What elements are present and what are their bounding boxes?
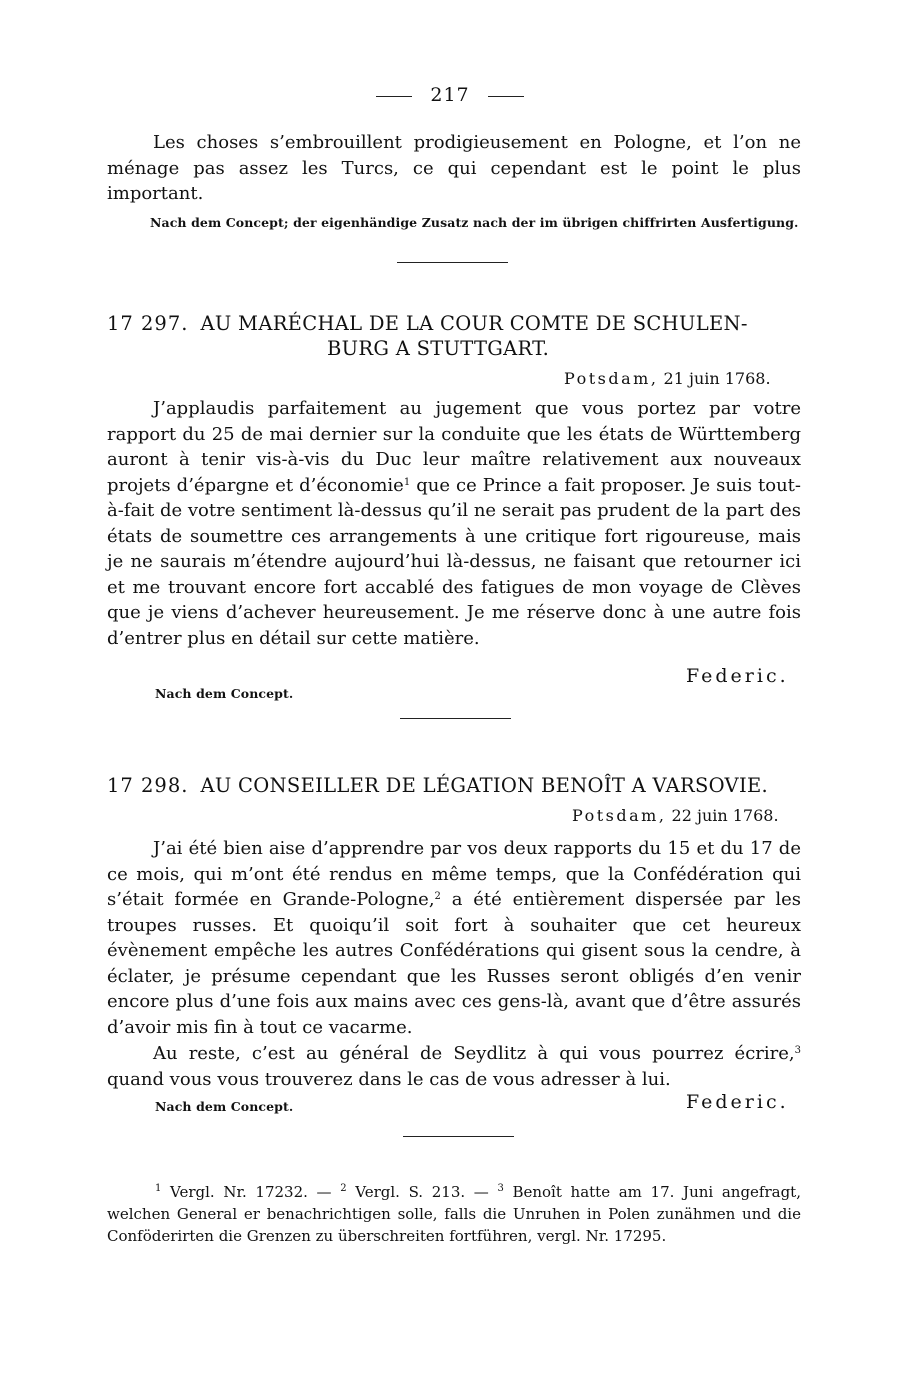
footnote-mark: 2 <box>340 1183 347 1194</box>
letter-body-paragraph-2 <box>107 1041 801 1092</box>
letter-place: Potsdam, <box>572 806 667 825</box>
letter-number: 17 297. <box>107 312 189 335</box>
page-number: 217 <box>430 84 470 106</box>
footnote-ref: 2 <box>434 891 441 902</box>
letter-body-text: J’ai été bien aise d’apprendre par vos deux rapports du 15 et du 17 de ce mois, qui m’ont été rendus en même temps, que la Confédération qui s’était formée en Grande-Pologne, <box>107 838 801 910</box>
letter-body-text: J’applaudis parfaitement au jugement que vous portez par votre rapport du 25 de mai dernier sur la conduite que les états de Württemberg auront à tenir vis-à-vis du Duc leur maître relativement aux nouveaux projets d’épargne et d’économie <box>107 398 801 496</box>
letter-body-text-continued: a été entièrement dispersée par les troupes russes. Et quoiqu’il soit fort à souhaiter que cet heureux évènement empêche les autres Confédérations qui gisent sous la cendre, à éclater, je présume cependant que les Russes seront obligés d’en venir encore plus d’une fois aux mains avec ces gens-là, avant que d’être assurés d’avoir mis fin à tout ce vacarme. <box>107 889 801 1038</box>
footnote-mark: 3 <box>497 1183 504 1194</box>
letter-heading-continued <box>327 337 727 361</box>
letter-title-line2: BURG A STUTTGART. <box>327 337 550 360</box>
footnotes <box>107 1181 801 1247</box>
letter-body-text-continued: quand vous vous trouverez dans le cas de vous adresser à lui. <box>107 1068 671 1090</box>
letter-date: 22 juin 1768. <box>671 806 779 825</box>
footnote-text: Vergl. Nr. 17232. — <box>161 1183 341 1201</box>
intro-text: Les choses s’embrouillent prodigieusement en Pologne, et l’on ne ménage pas assez les Turcs, ce qui cependant est le point le plus important. <box>107 132 801 204</box>
footnote-ref: 3 <box>794 1045 801 1056</box>
letter-dateline <box>564 369 771 388</box>
footnote-text: Vergl. S. 213. — <box>346 1183 498 1201</box>
page-number-line <box>0 84 900 106</box>
letter-place: Potsdam, <box>564 369 659 388</box>
section-divider <box>403 1136 514 1137</box>
intro-paragraph <box>107 130 801 207</box>
intro-source-note: Nach dem Concept; der eigenhändige Zusatz nach der im übrigen chiffrirten Ausfertigung. <box>150 215 799 230</box>
section-divider <box>397 262 508 263</box>
letter-heading <box>107 312 807 336</box>
letter-body-text-continued: que ce Prince a fait proposer. Je suis tout-à-fait de votre sentiment là-dessus qu’il ne serait pas prudent de la part des états de soumettre ces arrangements à une critique fort rigoureuse, mais je ne saurais m’étendre aujourd’hui là-dessus, ne faisant que retourner ici et me trouvant encore fort accablé des fatigues de mon voyage de Clèves que je viens d’achever heureusement. Je me réserve donc à une autre fois d’entrer plus en détail sur cette matière. <box>107 474 801 649</box>
footnote-mark: 1 <box>155 1183 162 1194</box>
letter-title-line1: AU MARÉCHAL DE LA COUR COMTE DE SCHULEN- <box>200 312 748 335</box>
letter-heading <box>107 774 807 798</box>
letter-source-note: Nach dem Concept. <box>155 1099 294 1114</box>
signature: Federic. <box>686 1091 789 1113</box>
letter-body <box>107 396 801 651</box>
letter-dateline <box>572 806 779 825</box>
page-number-dash-right <box>488 96 524 97</box>
letter-title: AU CONSEILLER DE LÉGATION BENOÎT A VARSOVIE. <box>200 774 768 797</box>
letter-source-note: Nach dem Concept. <box>155 686 294 701</box>
letter-body-paragraph-1 <box>107 836 801 1040</box>
footnote-ref: 1 <box>403 476 411 488</box>
signature: Federic. <box>686 665 789 687</box>
letter-date: 21 juin 1768. <box>663 369 771 388</box>
page-number-dash-left <box>376 96 412 97</box>
letter-body-text: Au reste, c’est au général de Seydlitz à qui vous pourrez écrire, <box>153 1043 795 1064</box>
letter-number: 17 298. <box>107 774 189 797</box>
section-divider <box>400 718 511 719</box>
footnote-text: Benoît hatte am 17. Juni angefragt, welchen General er benachrichtigen solle, falls die Unruhen in Polen zunähmen und die Conföderirten die Grenzen zu überschreiten fortführen, vergl. Nr. 17295. <box>107 1183 801 1245</box>
